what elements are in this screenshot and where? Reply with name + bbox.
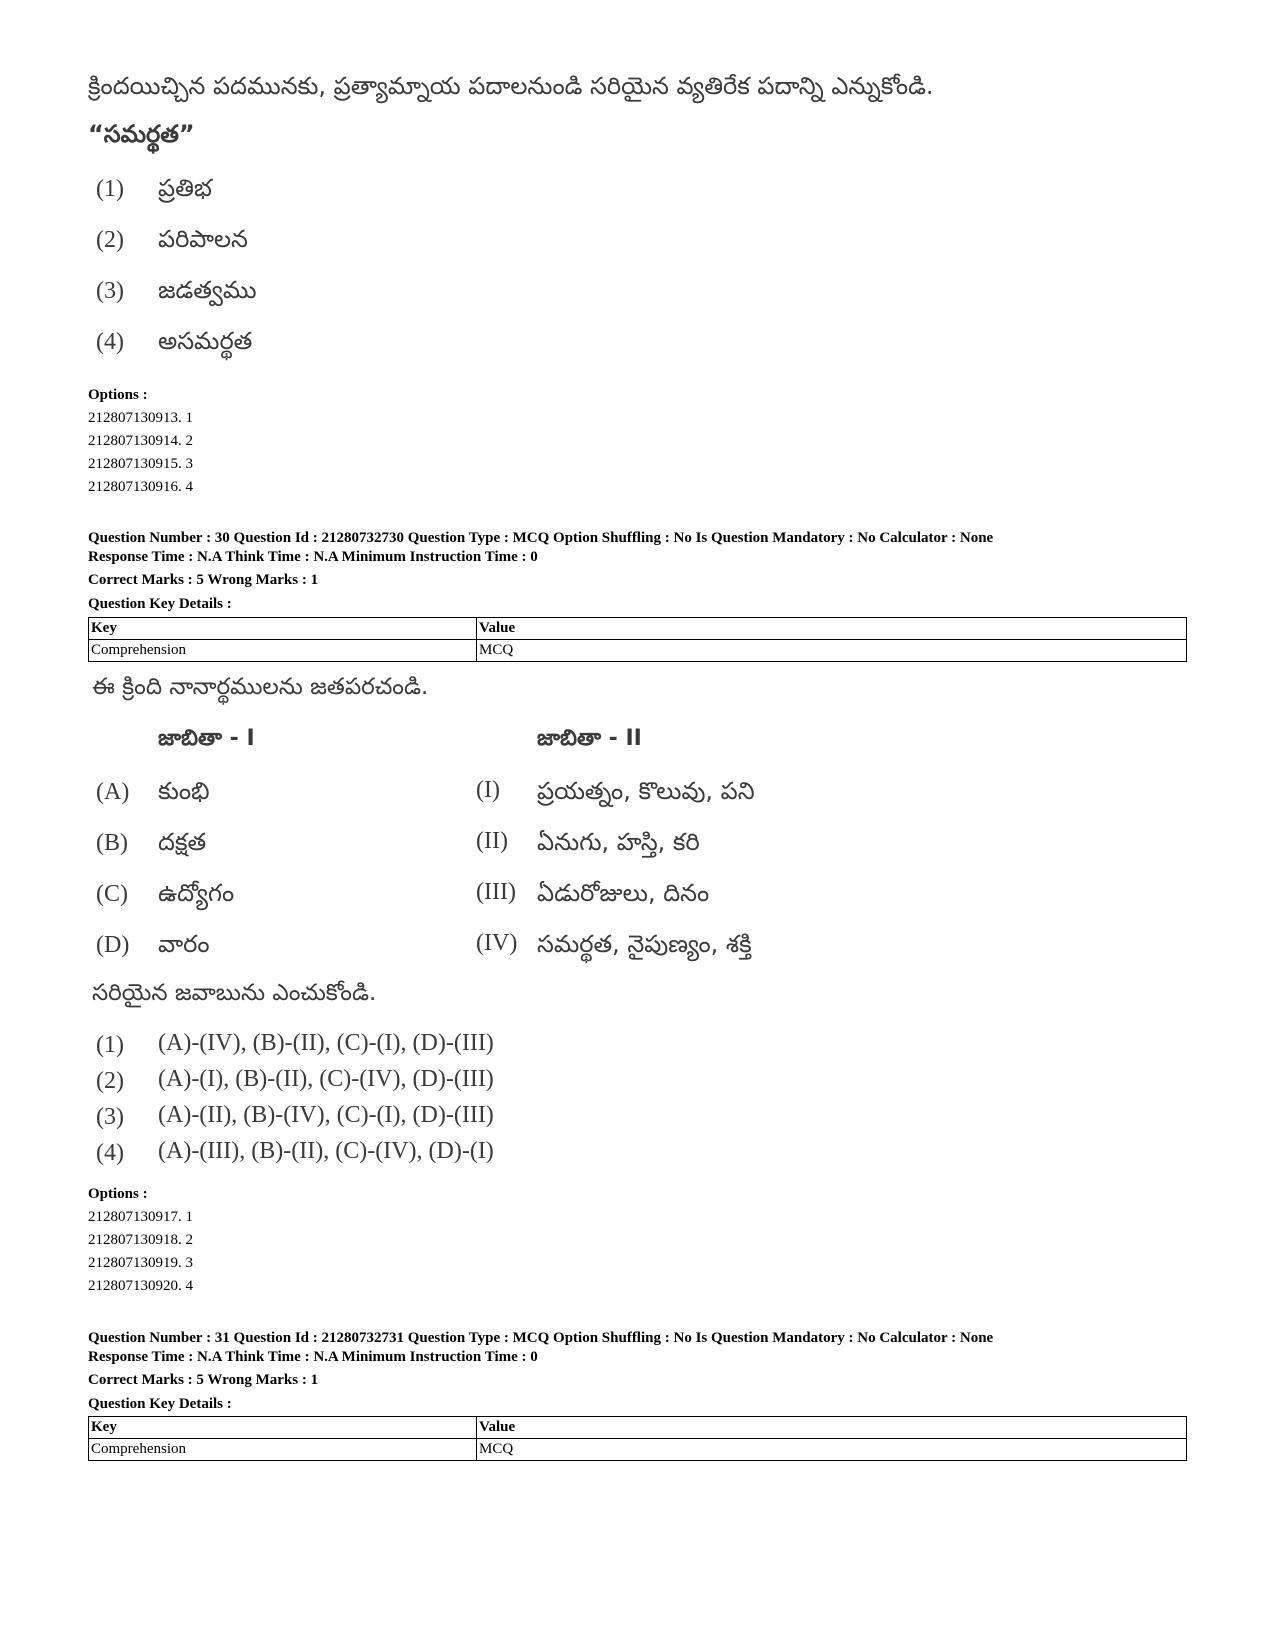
q30-meta-line-1: Question Number : 30 Question Id : 21280732730 Question Type : MCQ Option Shuffling : No Is Question Mandatory : No Calculator : None — [88, 530, 994, 546]
q31-key-table — [88, 1416, 1187, 1461]
q30-key-table — [88, 617, 1187, 662]
table-header-value: Value — [477, 1417, 1187, 1439]
table-cell-value: MCQ — [477, 1439, 1187, 1461]
q30-option-3: 212807130919. 3 — [88, 1255, 193, 1271]
q30-match-row-a — [96, 777, 796, 811]
q29-choice-1 — [96, 174, 212, 203]
list2-text: ఏనుగు, హస్తి, కరి — [537, 828, 700, 856]
q29-options-label: Options : — [88, 387, 148, 403]
q30-options-label: Options : — [88, 1186, 148, 1202]
choice-number: (1) — [96, 1032, 124, 1058]
list2-text: ప్రయత్నం, కొలువు, పని — [537, 777, 755, 805]
q29-choice-4 — [96, 327, 253, 356]
list1-text: ఉద్యోగం — [158, 879, 235, 907]
table-row — [89, 1439, 1187, 1461]
table-header-row — [89, 1417, 1187, 1439]
list1-text: కుంభి — [158, 777, 210, 805]
q29-choice-2 — [96, 225, 248, 254]
q30-key-details-label: Question Key Details : — [88, 596, 232, 612]
q29-option-3: 212807130915. 3 — [88, 456, 193, 472]
list2-text: ఏడురోజులు, దినం — [537, 879, 710, 907]
q30-list1-title: జాబితా - I — [158, 726, 255, 751]
q30-choice-3 — [96, 1102, 494, 1131]
q29-choice-3 — [96, 276, 257, 305]
choice-text: (A)-(I), (B)-(II), (C)-(IV), (D)-(III) — [158, 1066, 494, 1092]
choice-text: అసమర్థత — [158, 327, 253, 355]
choice-text: జడత్వము — [158, 276, 257, 304]
q30-choice-4 — [96, 1138, 494, 1167]
table-header-row — [89, 618, 1187, 640]
table-row — [89, 640, 1187, 662]
list2-label: (IV) — [476, 930, 518, 956]
q30-meta-line-2: Response Time : N.A Think Time : N.A Minimum Instruction Time : 0 — [88, 549, 538, 565]
q30-marks: Correct Marks : 5 Wrong Marks : 1 — [88, 572, 319, 588]
choice-text: (A)-(IV), (B)-(II), (C)-(I), (D)-(III) — [158, 1030, 494, 1056]
choice-text: ప్రతిభ — [158, 174, 212, 202]
q29-option-2: 212807130914. 2 — [88, 433, 193, 449]
q31-marks: Correct Marks : 5 Wrong Marks : 1 — [88, 1372, 319, 1388]
choice-number: (3) — [96, 1104, 124, 1130]
q30-option-2: 212807130918. 2 — [88, 1232, 193, 1248]
q29-option-1: 212807130913. 1 — [88, 410, 193, 426]
choice-number: (2) — [96, 227, 124, 253]
table-cell-key: Comprehension — [89, 1439, 477, 1461]
list1-label: (A) — [96, 779, 130, 805]
choice-number: (3) — [96, 278, 124, 304]
choice-number: (2) — [96, 1068, 124, 1094]
q31-meta-line-1: Question Number : 31 Question Id : 21280732731 Question Type : MCQ Option Shuffling : No Is Question Mandatory : No Calculator : None — [88, 1330, 994, 1346]
list1-label: (B) — [96, 830, 128, 856]
choice-number: (1) — [96, 176, 124, 202]
q31-key-details-label: Question Key Details : — [88, 1396, 232, 1412]
list2-text: సమర్థత, నైపుణ్యం, శక్తి — [537, 930, 752, 958]
list1-label: (D) — [96, 932, 130, 958]
list1-text: వారం — [158, 930, 210, 958]
table-header-value: Value — [477, 618, 1187, 640]
q30-match-row-c — [96, 879, 796, 913]
table-cell-value: MCQ — [477, 640, 1187, 662]
q29-option-4: 212807130916. 4 — [88, 479, 193, 495]
list2-label: (II) — [476, 828, 508, 854]
list2-label: (I) — [476, 777, 500, 803]
list1-text: దక్షత — [158, 828, 207, 856]
q30-match-row-d — [96, 930, 796, 964]
list2-label: (III) — [476, 879, 516, 905]
choice-number: (4) — [96, 1140, 124, 1166]
q30-option-1: 212807130917. 1 — [88, 1209, 193, 1225]
table-cell-key: Comprehension — [89, 640, 477, 662]
q30-choice-1 — [96, 1030, 494, 1059]
choice-text: పరిపాలన — [158, 225, 248, 253]
q30-choice-2 — [96, 1066, 494, 1095]
table-header-key: Key — [89, 1417, 477, 1439]
choice-text: (A)-(II), (B)-(IV), (C)-(I), (D)-(III) — [158, 1102, 494, 1128]
q30-option-4: 212807130920. 4 — [88, 1278, 193, 1294]
choice-number: (4) — [96, 329, 124, 355]
q30-list2-title: జాబితా - II — [537, 726, 642, 751]
q30-answer-prompt: సరియైన జవాబును ఎంచుకోండి. — [92, 980, 377, 1006]
q30-instruction: ఈ క్రింది నానార్థములను జతపరచండి. — [92, 674, 429, 700]
choice-text: (A)-(III), (B)-(II), (C)-(IV), (D)-(I) — [158, 1138, 494, 1164]
q29-word: “సమర్థత” — [88, 120, 195, 148]
q29-instruction: క్రిందయిచ్చిన పదమునకు, ప్రత్యామ్నాయ పదాలనుండి సరియైన వ్యతిరేక పదాన్ని ఎన్నుకోండి. — [88, 72, 934, 100]
q31-meta-line-2: Response Time : N.A Think Time : N.A Minimum Instruction Time : 0 — [88, 1349, 538, 1365]
list1-label: (C) — [96, 881, 128, 907]
table-header-key: Key — [89, 618, 477, 640]
q30-match-row-b — [96, 828, 796, 862]
